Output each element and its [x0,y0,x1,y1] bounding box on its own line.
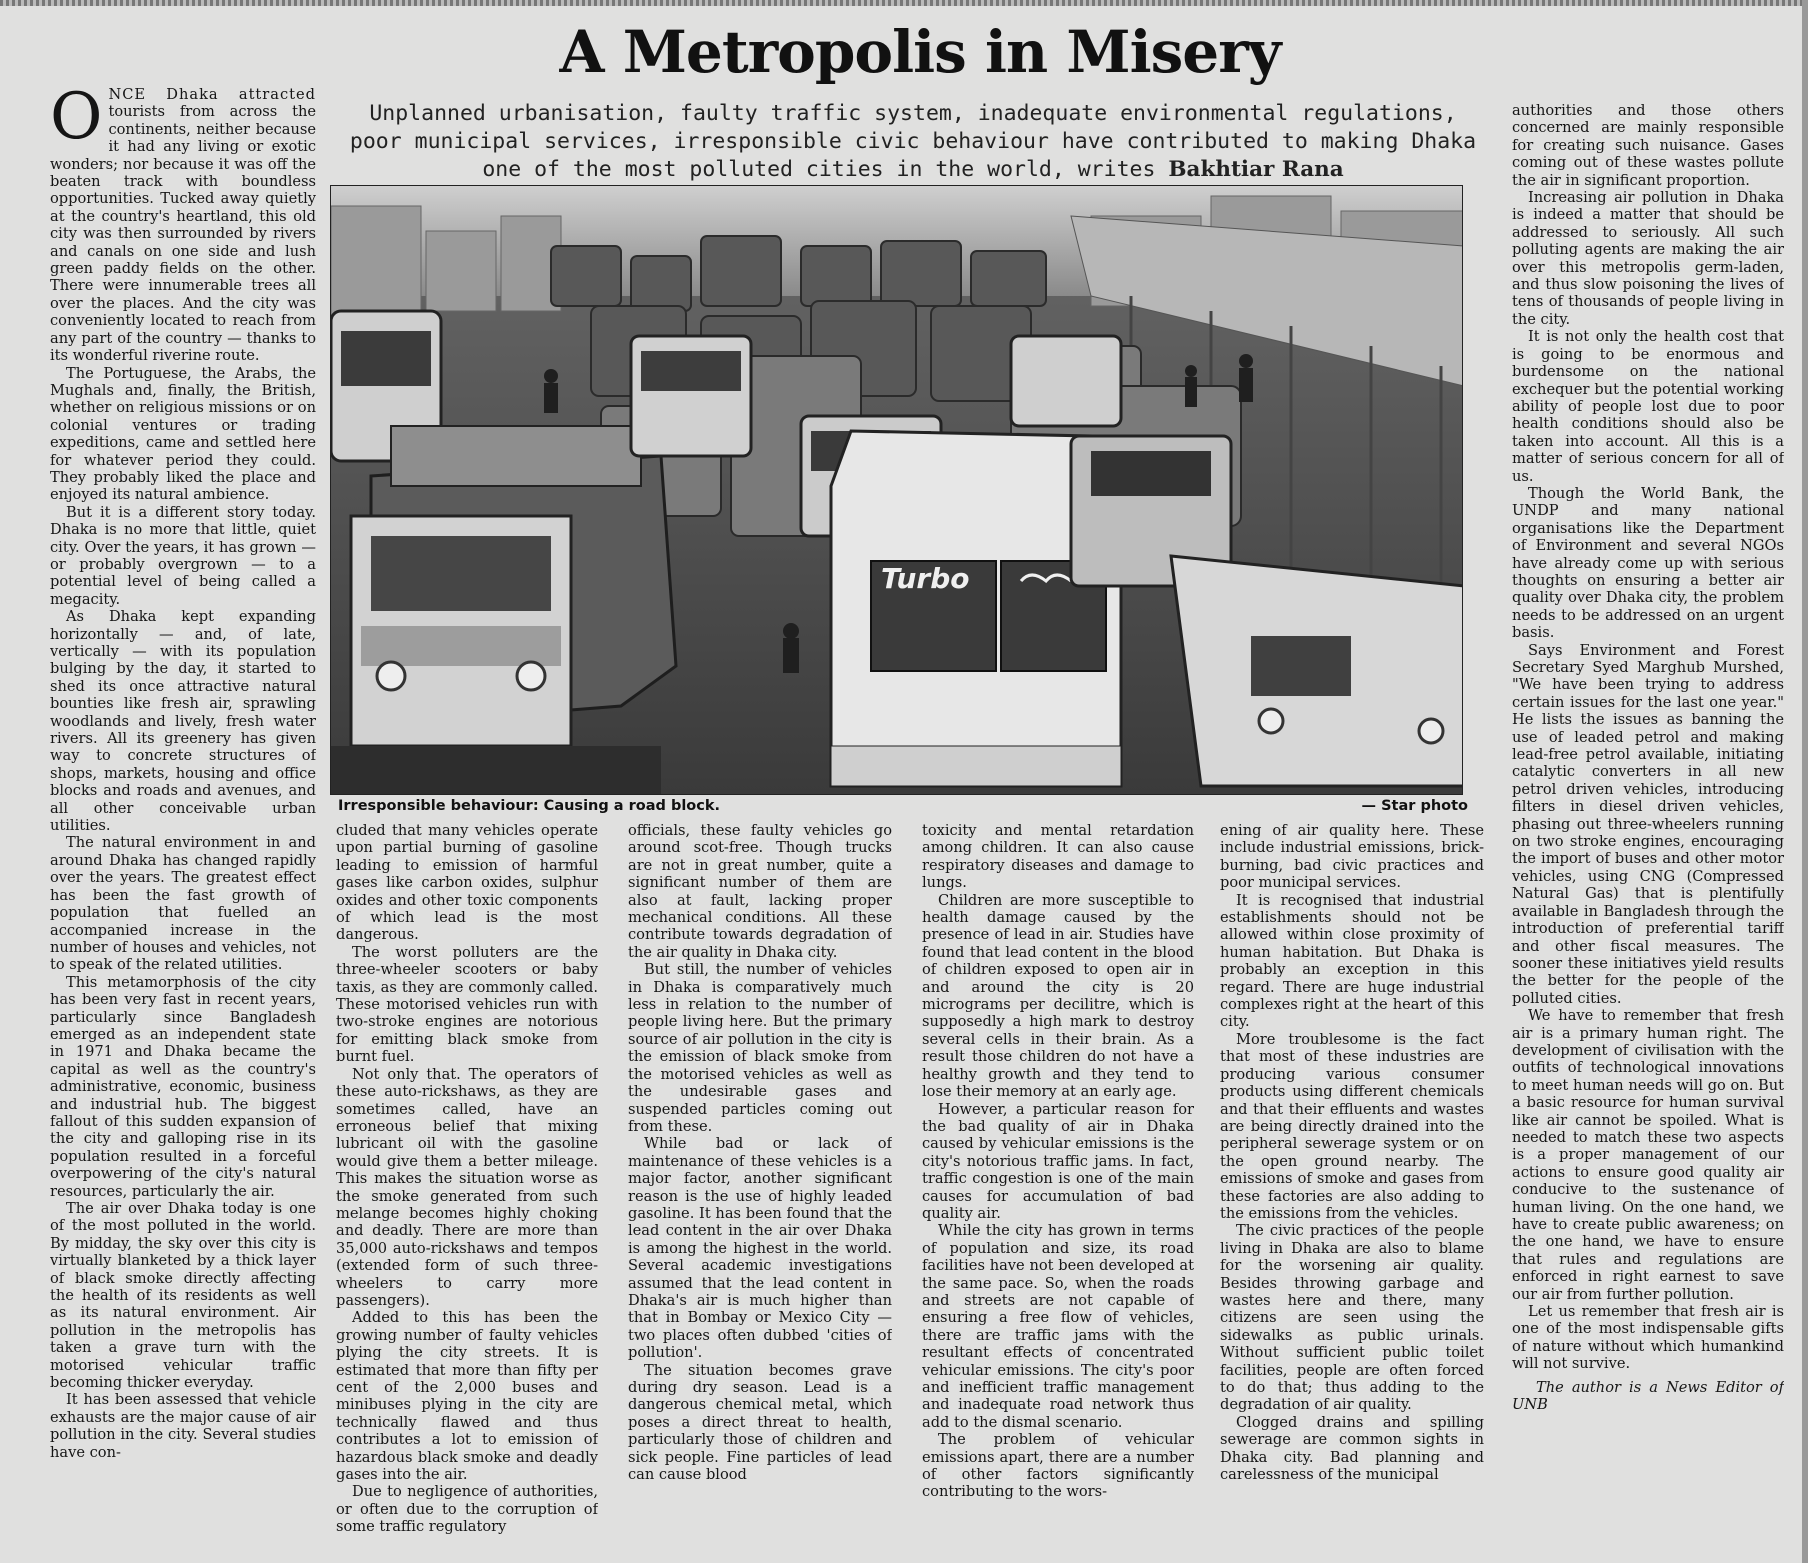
column-3-paragraph: officials, these faulty vehicles go around scot-free. Though trucks are not in great number, quite a significant number of them are also at fault, lacking proper mechanical conditions. All these contribute towards degradation of the air quality in Dhaka city. [628,822,892,961]
column-5-paragraph: More troublesome is the fact that most of these industries are producing various consumer products using different chemicals and that their effluents and wastes are being directly drained into the peripheral sewerage system or on the open ground nearby. The emissions of smoke and gases from these factories are also adding to the emissions from the vehicles. [1220,1030,1484,1222]
column-4-paragraph: While the city has grown in terms of population and size, its road facilities have not been developed at the same pace. So, when the roads and streets are not capable of ensuring a free flow of vehicles, there are traffic jams with the resultant effects of concentrated vehicular emissions. The city's poor and inefficient traffic management and inadequate road network thus add to the dismal scenario. [922,1222,1194,1431]
column-4-paragraph: However, a particular reason for the bad quality of air in Dhaka caused by vehicular emissions is the city's notorious traffic jams. In fact, traffic congestion is one of the main causes for accumulation of bad quality air. [922,1100,1194,1222]
column-6-paragraph: It is not only the health cost that is going to be enormous and burdensome on the national exchequer but the potential working ability of people lost due to poor health conditions should also be taken into account. All this is a matter of serious concern for all of us. [1512,328,1784,485]
column-2-paragraph: The worst polluters are the three-wheeler scooters or baby taxis, as they are commonly called. These motorised vehicles run with two-stroke engines are notorious for emitting black smoke from burnt fuel. [336,943,598,1066]
column-2-paragraph: cluded that many vehicles operate upon partial burning of gasoline leading to emission of harmful gases like carbon oxides, sulphur oxides and other toxic components of which lead is the most dangerous. [336,822,598,944]
column-6-paragraph: authorities and those others concerned are mainly responsible for creating such nuisance. Gases coming out of these wastes pollute the air in significant proportion. [1512,102,1784,189]
photo-credit: — Star photo [1361,798,1468,814]
bus-lettering: Turbo [881,562,970,595]
photo-caption-bar [338,798,1468,820]
column-3-paragraph: The situation becomes grave during dry season. Lead is a dangerous chemical metal, which poses a direct threat to health, particularly those of children and sick people. Fine particles of lead can cause blood [628,1361,892,1484]
column-6-paragraph: Says Environment and Forest Secretary Syed Marghub Murshed, "We have been trying to address certain issues for the last one year." He lists the issues as banning the use of leaded petrol and making lead-free petrol available, initiating catalytic converters in all new petrol driven vehicles, introducing filters in diesel driven vehicles, phasing out three-wheelers running on two stroke engines, encouraging the import of buses and other motor vehicles, using CNG (Compressed Natural Gas) that is plentifully available in Bangladesh through the introduction of preferential tariff and other fiscal measures. The sooner these initiatives yield results the better for the people of the polluted cities. [1512,641,1784,1007]
right-edge-rule [1802,0,1808,1563]
standfirst [338,100,1488,184]
column-6-paragraph: We have to remember that fresh air is a primary human right. The development of civilisation with the outfits of technological innovations to meet human needs will go on. But a basic resource for human survival like air cannot be spoiled. What is needed to match these two aspects is a proper management of our actions to ensure good quality air conducive to the sustenance of human living. On the one hand, we have to create public awareness; on the one hand, we have to ensure that rules and regulations are enforced in right earnest to save our air from further pollution. [1512,1007,1784,1303]
column-1-paragraph: As Dhaka kept expanding horizontally — and, of late, vertically — with its population bulging by the day, it started to shed its once attractive natural bounties like fresh air, sprawling woodlands and lively, fresh water rivers. All its greenery has given way to concrete structures of shops, markets, housing and office blocks and roads and avenues, and all other conceivable urban utilities. [50,608,316,835]
standfirst-text: Unplanned urbanisation, faulty traffic system, inadequate environmental regulations, poor municipal services, irresponsible civic behaviour have contributed to making Dhaka one of the most polluted cities in the world, writes [349,101,1477,182]
column-1-paragraph: It has been assessed that vehicle exhausts are the major cause of air pollution in the city. Several studies have con- [50,1391,316,1461]
author-note: The author is a News Editor of UNB [1512,1378,1784,1414]
column-1-paragraph: This metamorphosis of the city has been very fast in recent years, particularly since Bangladesh emerged as an independent state in 1971 and Dhaka became the capital as well as the country's administrative, economic, business and industrial hub. The biggest fallout of this sudden expansion of the city and galloping rise in its population resulted in a forceful overpowering of the city's natural resources, particularly the air. [50,973,316,1200]
article-column-5 [1220,822,1484,1552]
headline: A Metropolis in Misery [559,18,1281,86]
column-1-paragraph: The Portuguese, the Arabs, the Mughals and, finally, the British, whether on religious missions or on colonial ventures or trading expeditions, came and settled here for whatever period they could. They probably liked the place and enjoyed its natural ambience. [50,364,316,504]
column-4-paragraph: toxicity and mental retardation among children. It can also cause respiratory diseases and damage to lungs. [922,822,1194,892]
column-6-paragraph: Though the World Bank, the UNDP and many national organisations like the Department of Environment and several NGOs have already come up with serious thoughts on ensuring a better air quality over Dhaka city, the problem needs to be addressed on an urgent basis. [1512,484,1784,642]
column-4-paragraph: Children are more susceptible to health damage caused by the presence of lead in air. Studies have found that lead content in the blood of children exposed to open air in and around the city is 20 micrograms per decilitre, which is supposedly a high mark to destroy several cells in their brain. As a result those children do not have a healthy growth and they tend to lose their memory at an early age. [922,891,1194,1101]
column-5-paragraph: It is recognised that industrial establishments should not be allowed within close proximity of human habitation. But Dhaka is probably an exception in this regard. There are huge industrial complexes right at the heart of this city. [1220,891,1484,1031]
article-column-1 [50,86,316,1552]
column-2-paragraph: Not only that. The operators of these auto-rickshaws, as they are sometimes called, have an erroneous belief that mixing lubricant oil with the gasoline would give them a better mileage. This makes the situation worse as the smoke generated from such melange becomes highly choking and deadly. There are more than 35,000 auto-rickshaws and tempos (extended form of such three-wheelers to carry more passengers). [336,1065,598,1309]
article-column-6 [1512,102,1784,1552]
article-column-4 [922,822,1194,1552]
article-column-2 [336,822,598,1552]
column-1-paragraph: But it is a different story today. Dhaka is no more that little, quiet city. Over the years, it has grown — or probably overgrown — to a potential level of being called a megacity. [50,503,316,608]
column-2-paragraph: Due to negligence of authorities, or often due to the corruption of some traffic regulatory [336,1483,598,1536]
photo-illustration [331,186,1463,795]
column-3-paragraph: While bad or lack of maintenance of these vehicles is a major factor, another significant reason is the use of highly leaded gasoline. It has been found that the lead content in the air over Dhaka is among the highest in the world. Several academic investigations assumed that the lead content in Dhaka's air is much higher than that in Bombay or Mexico City — two places often dubbed 'cities of pollution'. [628,1135,892,1362]
column-5-paragraph: Clogged drains and spilling sewerage are common sights in Dhaka city. Bad planning and carelessness of the municipal [1220,1413,1484,1484]
column-5-paragraph: The civic practices of the people living in Dhaka are also to blame for the worsening air quality. Besides throwing garbage and wastes here and there, many citizens are seen using the sidewalks as public urinals. Without sufficient public toilet facilities, people are often forced to do that; thus adding to the degradation of air quality. [1220,1222,1484,1414]
lead-in: NCE Dhaka attracted [108,86,316,103]
drop-cap: O [50,86,103,154]
photo-caption: Irresponsible behaviour: Causing a road block. [338,798,720,814]
traffic-jam-photo [330,185,1463,795]
column-1-paragraph: The air over Dhaka today is one of the most polluted in the world. By midday, the sky over this city is virtually blanketed by a thick layer of black smoke directly affecting the health of its residents as well as its natural environment. Air pollution in the metropolis has taken a grave turn with the motorised vehicular traffic becoming thicker everyday. [50,1200,316,1392]
column-1-paragraph: The natural environment in and around Dhaka has changed rapidly over the years. The greatest effect has been the fast growth of population that fuelled an accompanied increase in the number of houses and vehicles, not to speak of the related utilities. [50,834,316,974]
article-column-3 [628,822,892,1552]
column-4-paragraph: The problem of vehicular emissions apart, there are a number of other factors significantly contributing to the wors- [922,1431,1194,1501]
column-2-paragraph: Added to this has been the growing number of faulty vehicles plying the city streets. It is estimated that more than fifty per cent of the 2,000 buses and minibuses plying in the city are technically flawed and thus contributes a lot to emission of hazardous black smoke and deadly gases into the air. [336,1309,598,1484]
byline: Bakhtiar Rana [1168,157,1344,182]
column-1-paragraph: ONCE Dhaka attracted tourists from across the continents, neither because it had any living or exotic wonders; nor because it was off the beaten track with boundless opportunities. Tucked away quietly at the country's heartland, this old city was then surrounded by rivers and canals on one side and lush green paddy fields on the other. There were innumerable trees all over the places. And the city was conveniently located to reach from any part of the country — thanks to its wonderful riverine route. [50,86,316,365]
column-6-paragraph: Let us remember that fresh air is one of the most indispensable gifts of nature without which humankind will not survive. [1512,1303,1784,1373]
column-6-paragraph: Increasing air pollution in Dhaka is indeed a matter that should be addressed to seriously. All such polluting agents are making the air over this metropolis germ-laden, and thus slow poisoning the lives of tens of thousands of people living in the city. [1512,189,1784,328]
column-5-paragraph: ening of air quality here. These include industrial emissions, brick-burning, bad civic practices and poor municipal services. [1220,822,1484,892]
column-3-paragraph: But still, the number of vehicles in Dhaka is comparatively much less in relation to the number of people living here. But the primary source of air pollution in the city is the emission of black smoke from the motorised vehicles as well as the undesirable gases and suspended particles coming out from these. [628,961,892,1135]
top-rule [0,0,1808,6]
